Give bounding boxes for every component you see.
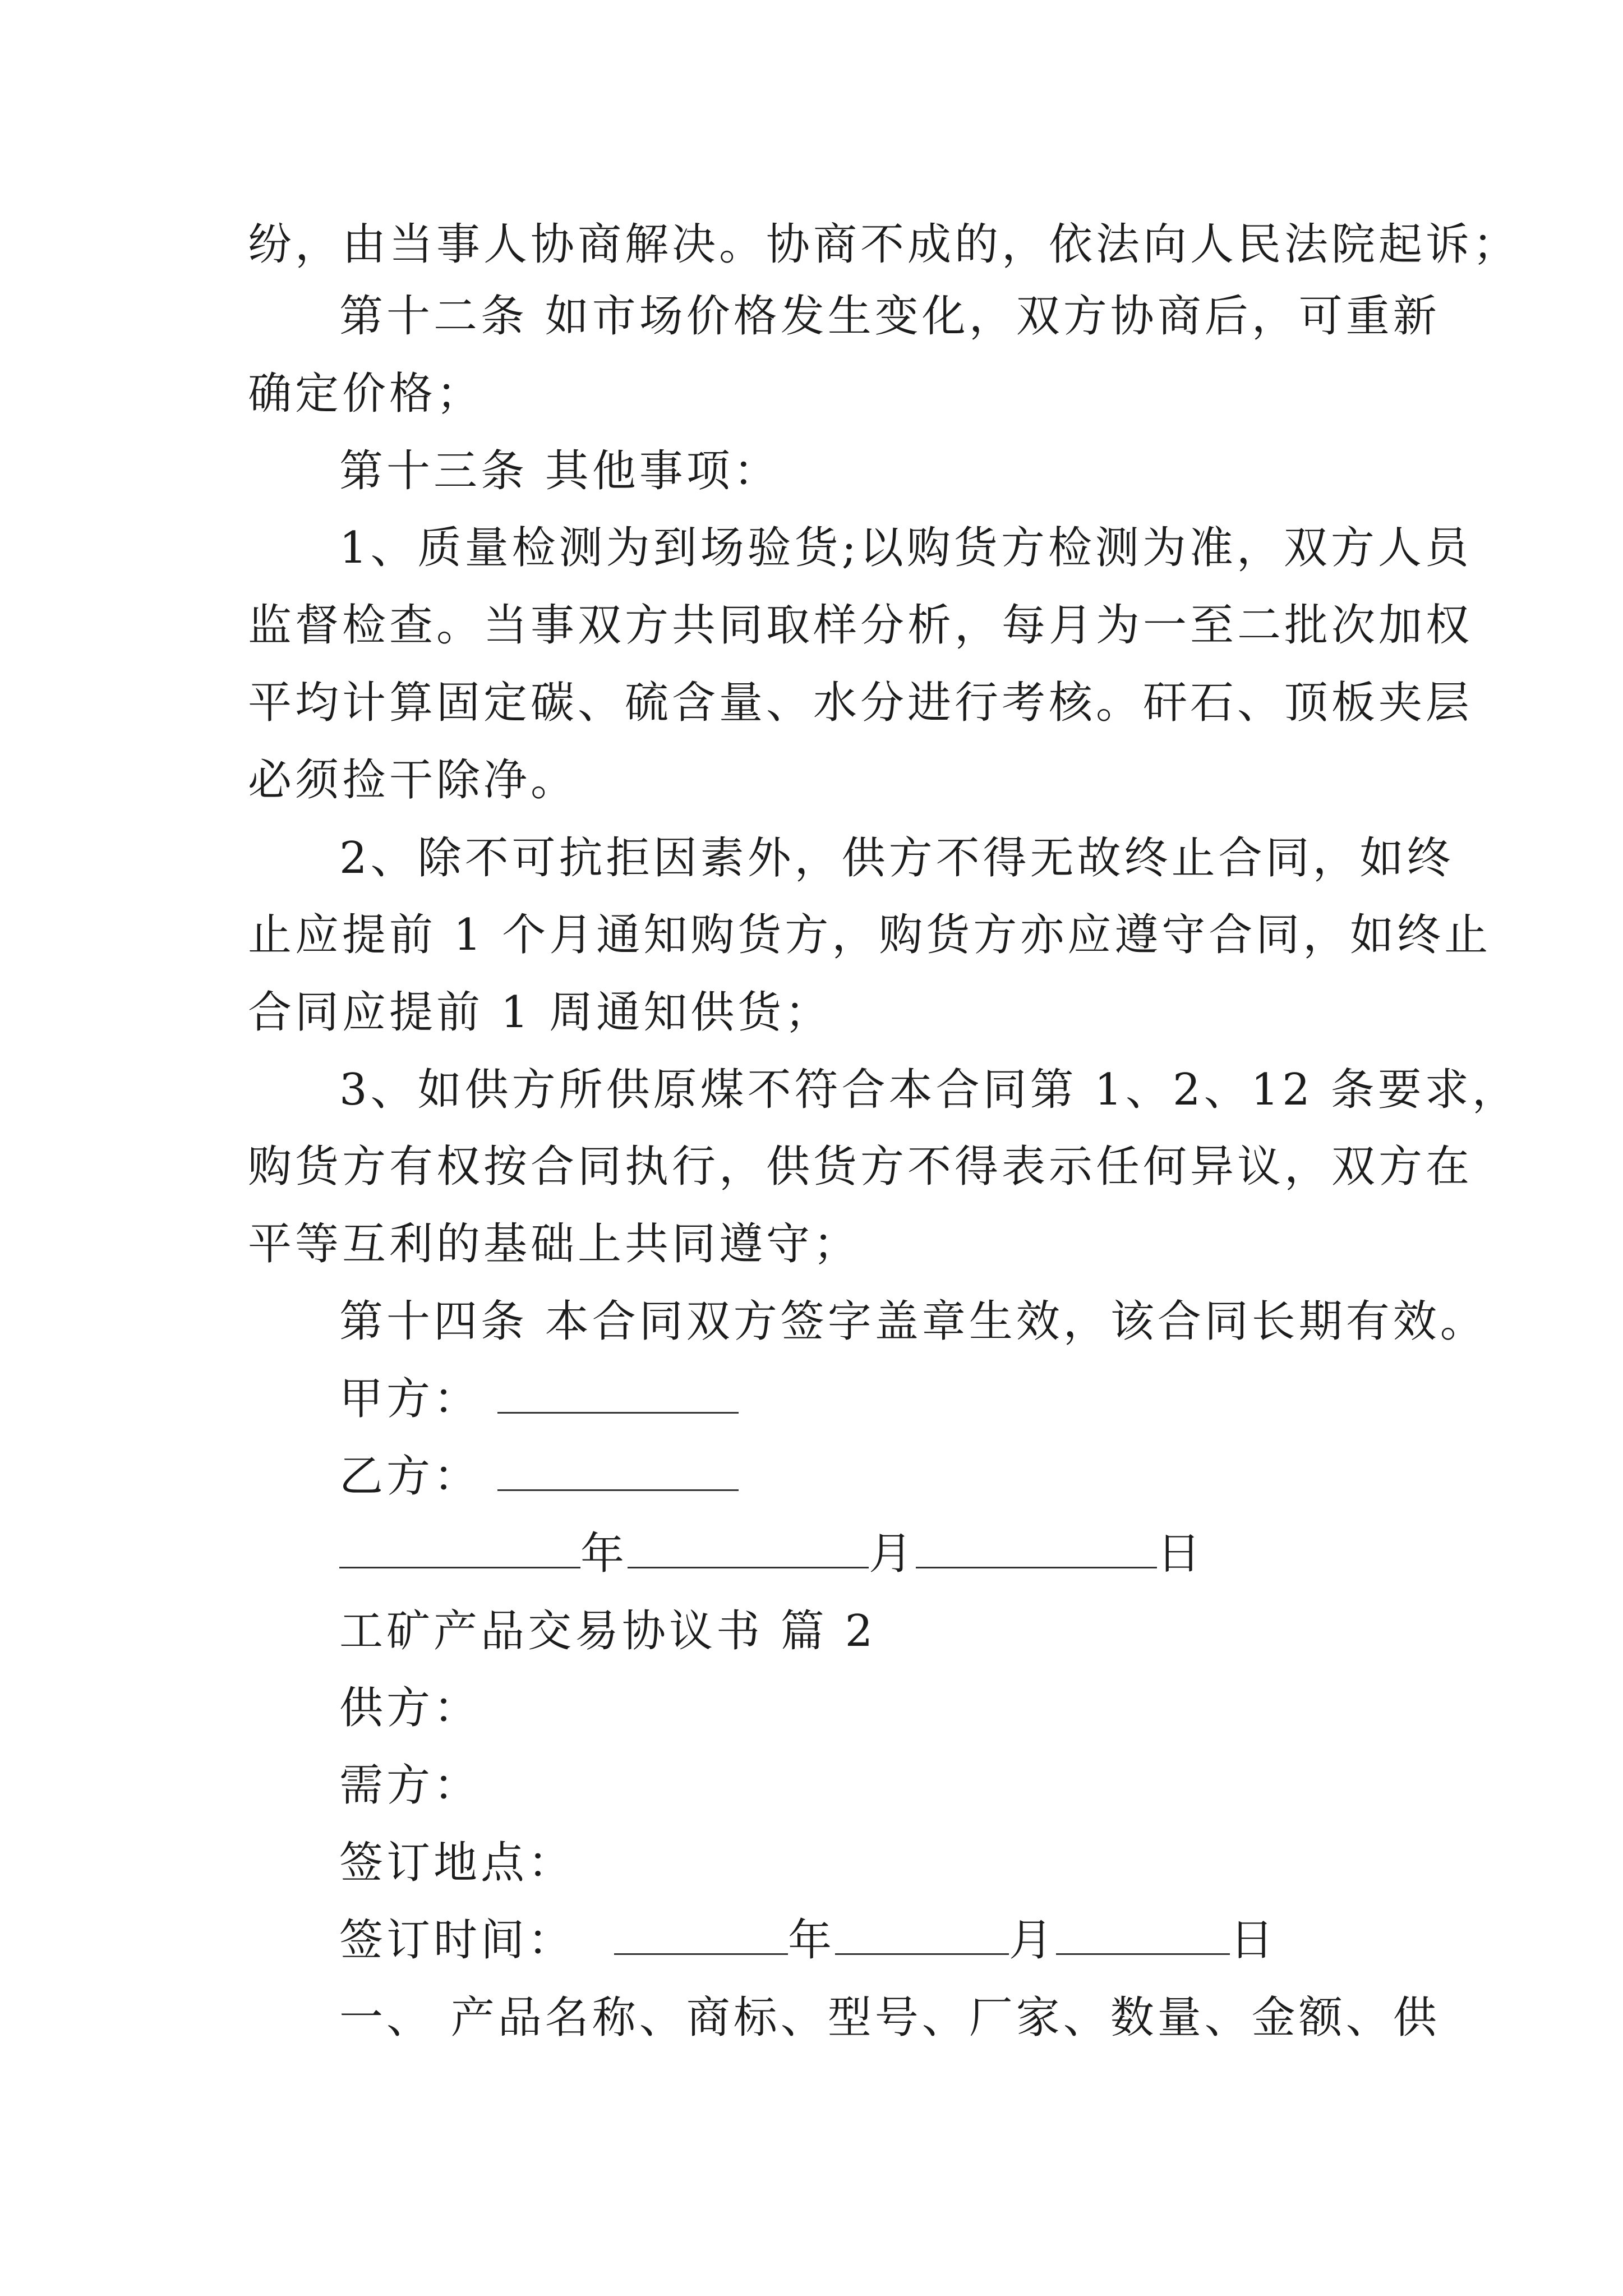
year-blank xyxy=(614,1918,788,1955)
article-14-line: 第十四条 本合同双方签字盖章生效，该合同长期有效。 xyxy=(339,1296,1487,1347)
item-2-line: 止应提前 1 个月通知购货方，购货方亦应遵守合同，如终止 xyxy=(248,910,1492,960)
year-label: 年 xyxy=(580,1529,628,1579)
article-13-heading: 第十三条 其他事项： xyxy=(339,446,781,496)
item-3-line: 购货方有权按合同执行，供货方不得表示任何异议，双方在 xyxy=(248,1142,1473,1192)
article-12-line: 第十二条 如市场价格发生变化，双方协商后，可重新 xyxy=(339,291,1440,342)
day-blank xyxy=(1056,1918,1230,1955)
item-3-line: 3、如供方所供原煤不符合本合同第 1、2、12 条要求， xyxy=(339,1065,1519,1115)
year-blank xyxy=(339,1532,580,1568)
signing-place-label: 签订地点： xyxy=(339,1838,575,1888)
item-1-line: 监督检查。当事双方共同取样分析，每月为一至二批次加权 xyxy=(248,600,1473,651)
item-1-line: 必须捡干除净。 xyxy=(248,755,578,806)
buyer-label: 需方： xyxy=(339,1760,481,1811)
date-line xyxy=(339,1526,1204,1582)
month-label: 月 xyxy=(1009,1915,1057,1966)
day-label: 日 xyxy=(1157,1529,1205,1579)
year-label: 年 xyxy=(788,1915,836,1966)
paragraph-line: 纷，由当事人协商解决。协商不成的，依法向人民法院起诉； xyxy=(248,219,1520,270)
month-blank xyxy=(628,1532,869,1568)
section-2-item-1: 一、 产品名称、商标、型号、厂家、数量、金额、供 xyxy=(339,1993,1440,2043)
party-b-signature-line xyxy=(339,1448,739,1504)
signing-time-line xyxy=(339,1912,1277,1968)
day-label: 日 xyxy=(1230,1915,1278,1966)
party-a-signature-blank xyxy=(497,1377,739,1414)
article-12-line: 确定价格； xyxy=(248,369,484,419)
party-a-signature-line xyxy=(339,1371,739,1427)
month-label: 月 xyxy=(869,1529,916,1579)
party-b-label: 乙方： xyxy=(339,1451,481,1502)
item-2-line: 2、除不可抗拒因素外，供方不得无故终止合同，如终 xyxy=(339,833,1454,884)
day-blank xyxy=(916,1532,1157,1568)
item-1-line: 1、质量检测为到场验货;以购货方检测为准，双方人员 xyxy=(339,523,1472,573)
party-a-label: 甲方： xyxy=(339,1374,481,1424)
item-3-line: 平等互利的基础上共同遵守； xyxy=(248,1219,861,1269)
supplier-label: 供方： xyxy=(339,1683,481,1733)
signing-time-label: 签订时间： xyxy=(339,1915,575,1966)
month-blank xyxy=(835,1918,1009,1955)
item-1-line: 平均计算固定碳、硫含量、水分进行考核。矸石、顶板夹层 xyxy=(248,678,1473,728)
item-2-line: 合同应提前 1 周通知供货； xyxy=(248,987,832,1038)
section-2-title: 工矿产品交易协议书 篇 2 xyxy=(339,1606,877,1657)
party-b-signature-blank xyxy=(497,1455,739,1491)
